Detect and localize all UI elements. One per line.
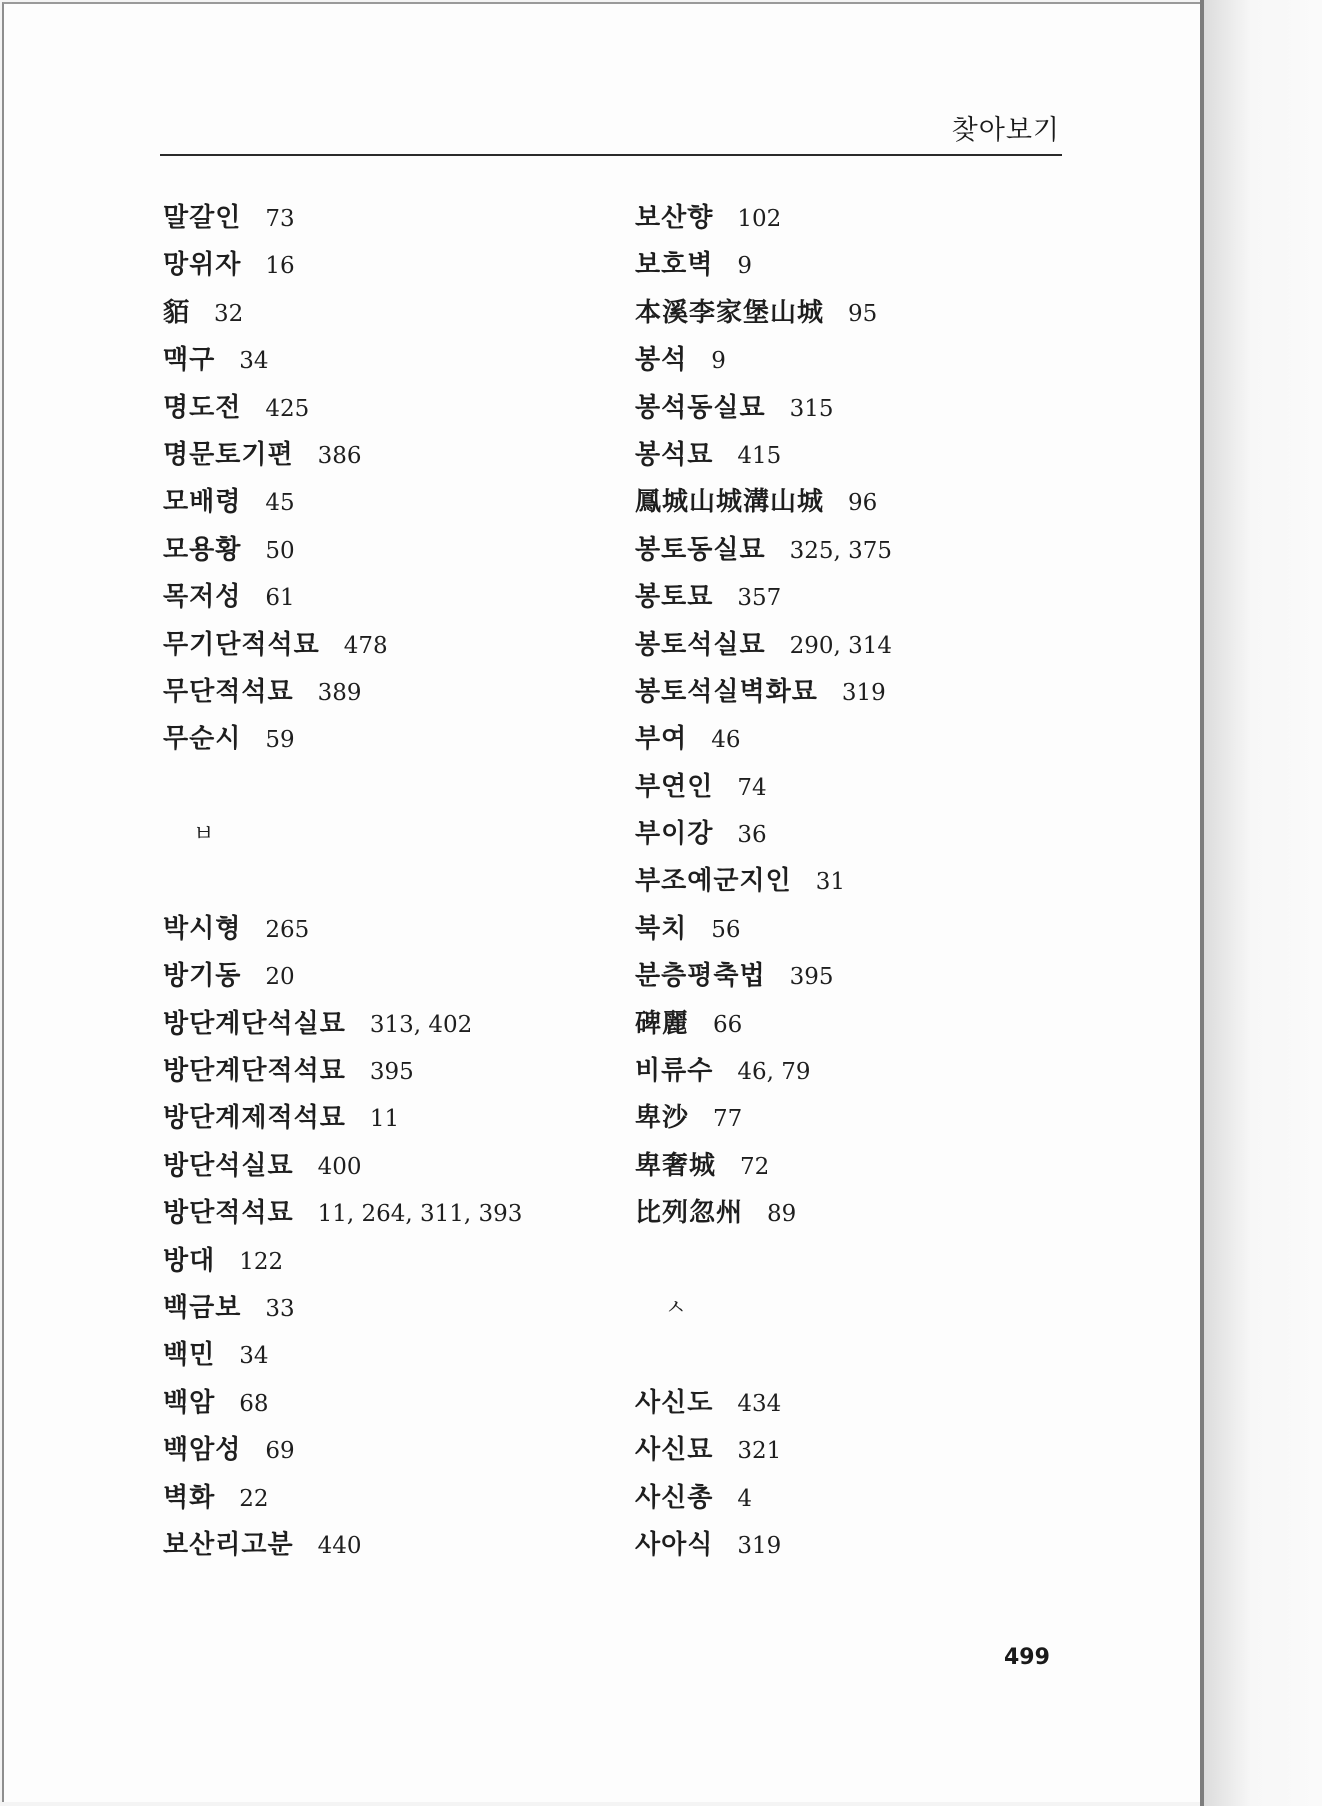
index-term: 방단석실묘 [163,1150,294,1181]
index-page-refs: 386 [317,442,362,469]
index-page-refs: 72 [740,1153,770,1180]
index-entry [635,1095,892,1142]
index-term: 사신묘 [635,1435,714,1466]
index-page-refs: 16 [265,253,295,280]
index-term: 봉토동실묘 [635,534,766,565]
index-term: 碑麗 [635,1008,690,1039]
index-entry [163,1427,522,1474]
index-term: 봉토석실묘 [635,629,766,660]
index-page-refs: 45 [265,490,295,517]
index-page-refs: 22 [239,1485,269,1512]
index-entry [635,1143,892,1190]
index-term: 봉석묘 [635,439,714,470]
index-entry [163,1095,522,1142]
index-page-refs: 440 [317,1532,362,1559]
index-term: 봉석 [635,345,688,376]
index-page-refs: 66 [713,1011,743,1038]
index-entry [635,195,892,242]
index-page-refs: 415 [737,442,782,469]
index-entry [163,716,522,763]
index-term: 本溪李家堡山城 [635,297,825,328]
index-term: 북치 [635,913,688,944]
index-entry [635,622,892,669]
index-term: 무순시 [163,724,242,755]
index-entry [635,527,892,574]
index-entry [163,195,522,242]
index-page-refs: 290, 314 [789,632,893,659]
section-spacer [635,1238,892,1285]
index-entry [163,622,522,669]
index-page-refs: 96 [848,490,878,517]
index-entry [163,1190,522,1237]
index-term: 백민 [163,1340,216,1371]
section-heading: ㅂ [193,822,215,848]
index-page-refs: 56 [711,916,741,943]
index-entry [163,1522,522,1569]
index-term: 봉토석실벽화묘 [635,676,818,707]
index-term: 방단적석묘 [163,1198,294,1229]
index-term: 부조예군지인 [635,866,792,897]
index-page-refs: 389 [317,679,362,706]
index-term: 방대 [163,1245,216,1276]
index-entry [163,242,522,289]
index-entry [163,1001,522,1048]
index-page-refs: 102 [737,206,782,232]
section-spacer [163,858,522,905]
index-term: 분층평축법 [635,961,766,992]
index-page-refs: 33 [265,1295,295,1322]
index-entry [163,1143,522,1190]
index-page-refs: 68 [239,1390,269,1417]
index-page-refs: 321 [737,1438,782,1465]
index-column-right [635,195,892,1569]
index-term: 방단계제적석묘 [163,1103,346,1134]
index-term: 명문토기편 [163,439,294,470]
index-term: 명도전 [163,392,242,423]
index-entry [635,337,892,384]
index-term: 보산리고분 [163,1529,294,1560]
index-term: 봉석동실묘 [635,392,766,423]
index-page-refs: 61 [265,585,295,612]
index-entry [163,1332,522,1379]
index-entry [163,385,522,432]
index-term: 鳳城山城溝山城 [635,487,825,518]
index-page-refs: 313, 402 [369,1011,473,1038]
index-page-refs: 34 [239,1343,269,1370]
index-entry [635,953,892,1000]
index-page-refs: 74 [737,774,767,801]
index-term: 부연인 [635,771,714,802]
index-page-refs: 46, 79 [737,1059,811,1086]
index-page-refs: 425 [265,395,310,422]
section-heading: ㅅ [665,1295,687,1321]
page-right-shadow [1204,0,1322,1806]
index-entry [635,1427,892,1474]
index-page-refs: 325, 375 [789,537,893,564]
index-page-refs: 20 [265,964,295,991]
index-entry [163,1285,522,1332]
index-page-refs: 11 [369,1106,400,1133]
index-page-refs: 11, 264, 311, 393 [317,1201,523,1228]
index-page-refs: 400 [317,1153,362,1180]
index-term: 무기단적석묘 [163,629,320,660]
index-entry [163,1380,522,1427]
index-entry [163,432,522,479]
index-page-refs: 36 [737,822,767,849]
index-page-refs: 9 [737,253,752,280]
index-page-refs: 319 [841,679,886,706]
index-entry [635,764,892,811]
index-term: 보호벽 [635,250,714,281]
index-term: 백금보 [163,1292,242,1323]
index-entry [635,385,892,432]
index-page-refs: 9 [711,348,726,375]
index-page-refs: 34 [239,348,269,375]
index-term: 사신도 [635,1387,714,1418]
index-entry [635,1475,892,1522]
running-head: 찾아보기 [951,115,1060,146]
index-term: 망위자 [163,250,242,281]
index-entry [635,716,892,763]
section-spacer [635,1332,892,1379]
index-page-refs: 31 [815,869,845,896]
index-entry [163,337,522,384]
index-page-refs: 434 [737,1390,782,1417]
index-entry [635,1522,892,1569]
index-term: 맥구 [163,345,216,376]
index-entry [635,1048,892,1095]
index-term: 방단계단적석묘 [163,1056,346,1087]
index-entry [163,574,522,621]
index-term: 貊 [163,297,191,328]
index-page-refs: 395 [789,964,834,991]
index-term: 사신총 [635,1482,714,1513]
index-page-refs: 59 [265,727,295,754]
index-term: 비류수 [635,1056,714,1087]
index-term: 부여 [635,724,688,755]
index-term: 사아식 [635,1529,714,1560]
index-term: 보산향 [635,203,714,233]
index-entry [163,479,522,526]
index-entry [635,432,892,479]
section-spacer [163,764,522,811]
index-term: 방단계단석실묘 [163,1008,346,1039]
index-entry [635,479,892,526]
index-page-refs: 357 [737,585,782,612]
index-entry [163,953,522,1000]
index-term: 말갈인 [163,203,242,233]
index-term: 무단적석묘 [163,676,294,707]
index-term: 모용황 [163,534,242,565]
index-term: 목저성 [163,582,242,613]
index-page-refs: 69 [265,1438,295,1465]
index-entry [163,290,522,337]
index-page-refs: 315 [789,395,834,422]
index-entry [163,1475,522,1522]
index-column-left [163,195,522,1569]
index-term: 벽화 [163,1482,216,1513]
index-entry [635,574,892,621]
index-page-refs: 89 [767,1201,797,1228]
index-page-refs: 122 [239,1248,284,1275]
index-term: 모배령 [163,487,242,518]
page-number: 499 [1004,1645,1050,1670]
index-entry [163,1048,522,1095]
index-term: 봉토묘 [635,582,714,613]
index-page-refs: 50 [265,537,295,564]
index-entry [635,858,892,905]
index-page-refs: 73 [265,206,295,232]
header-rule [160,154,1062,156]
index-entry [635,242,892,289]
index-entry [635,290,892,337]
index-entry [163,1238,522,1285]
index-page-refs: 4 [737,1485,752,1512]
index-term: 卑奢城 [635,1150,717,1181]
index-entry [635,1190,892,1237]
index-page-refs: 32 [214,300,244,327]
index-page-refs: 395 [369,1059,414,1086]
index-term: 백암 [163,1387,216,1418]
index-term: 卑沙 [635,1103,690,1134]
index-page-refs: 319 [737,1532,782,1559]
index-term: 백암성 [163,1435,242,1466]
index-page-refs: 265 [265,916,310,943]
index-entry [635,1380,892,1427]
index-term: 부이강 [635,819,714,850]
index-term: 박시형 [163,913,242,944]
index-term: 比列忽州 [635,1198,744,1229]
index-page-refs: 478 [343,632,388,659]
index-entry [163,527,522,574]
index-entry [635,811,892,858]
index-page-refs: 95 [848,300,878,327]
index-entry [163,906,522,953]
index-entry [635,669,892,716]
index-term: 방기동 [163,961,242,992]
index-entry [635,906,892,953]
index-page-refs: 46 [711,727,741,754]
index-entry [635,1001,892,1048]
index-entry [163,669,522,716]
index-page-refs: 77 [713,1106,743,1133]
